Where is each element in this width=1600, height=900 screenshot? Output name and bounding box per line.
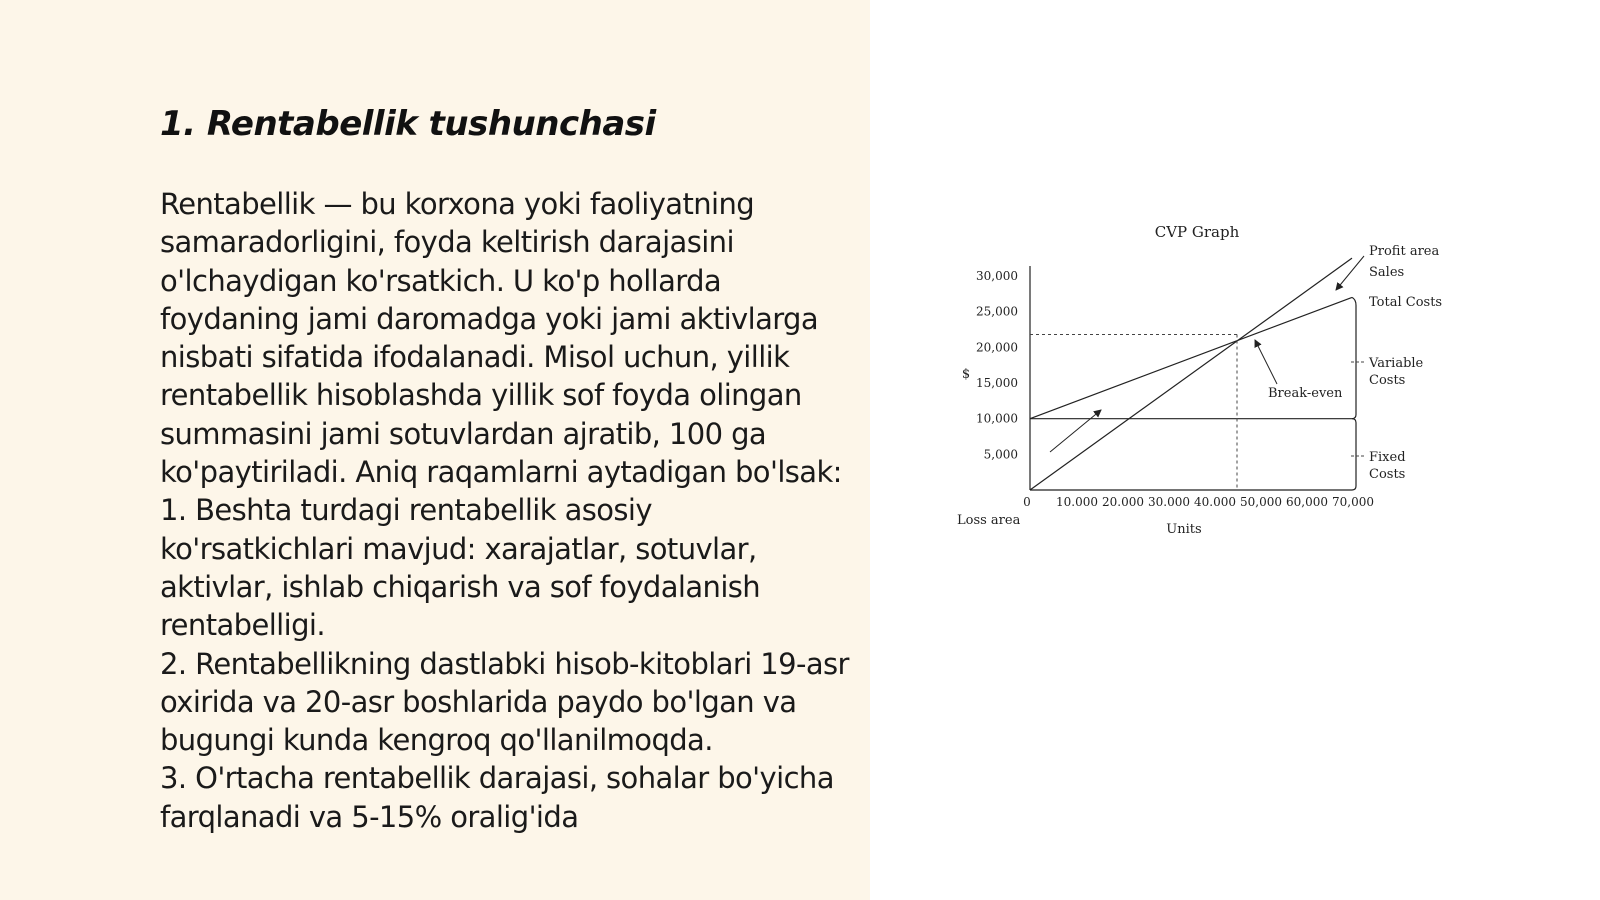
x-tick-label: 50,000	[1240, 495, 1282, 509]
y-tick-label: 5,000	[983, 447, 1018, 462]
chart-title: CVP Graph	[1154, 223, 1240, 241]
total-costs-label: Total Costs	[1369, 295, 1443, 310]
y-tick-label: 10,000	[976, 411, 1018, 426]
chart-guides	[1030, 334, 1237, 490]
slide-title: 1. Rentabellik tushunchasi	[160, 104, 656, 144]
x-axis-label: Units	[1166, 522, 1202, 537]
x-tick-label: 20.000	[1102, 495, 1144, 509]
y-tick-labels	[976, 269, 1018, 461]
body-list-item-1: 1. Beshta turdagi rentabellik asosiy ko'rsatkichlari mavjud: xarajatlar, sotuvlar, aktivlar, ishlab chiqarish va sof foydalanish rentabelligi.	[160, 493, 761, 643]
loss-area-pointer-arrow	[1050, 410, 1101, 452]
x-tick-label: 0	[1023, 495, 1031, 509]
variable-costs-label-line2: Costs	[1369, 373, 1406, 388]
sales-line	[1030, 258, 1352, 490]
fixed-costs-label-line1: Fixed	[1369, 450, 1406, 465]
x-tick-label: 60,000	[1286, 495, 1328, 509]
y-axis-label: $	[961, 367, 971, 382]
x-tick-label: 30.000	[1148, 495, 1190, 509]
x-tick-label: 40.000	[1194, 495, 1236, 509]
loss-area-label: Loss area	[957, 513, 1021, 528]
x-tick-labels	[1023, 495, 1374, 509]
y-tick-label: 30,000	[976, 269, 1018, 283]
body-list-item-2: 2. Rentabellikning dastlabki hisob-kitoblari 19-asr oxirida va 20-asr boshlarida paydo bo'lgan va bugungi kunda kengroq qo'llanilmoqda.	[160, 646, 849, 758]
variable-costs-bracket	[1352, 297, 1356, 418]
sales-pointer-arrow	[1336, 256, 1364, 290]
y-tick-label: 20,000	[976, 340, 1018, 355]
fixed-costs-label-line2: Costs	[1369, 467, 1406, 482]
break-even-label: Break-even	[1268, 386, 1343, 401]
y-tick-label: 15,000	[976, 376, 1018, 390]
y-tick-label: 25,000	[976, 304, 1018, 319]
chart-axes	[1030, 266, 1352, 490]
break-even-pointer-arrow	[1255, 340, 1277, 384]
body-list-item-3: 3. O'rtacha rentabellik darajasi, sohalar bo'yicha farqlanadi va 5-15% oralig'ida	[160, 761, 834, 834]
sales-label: Sales	[1369, 265, 1405, 280]
fixed-costs-bracket	[1352, 419, 1356, 490]
body-paragraph-intro: Rentabellik — bu korxona yoki faoliyatning samaradorligini, foyda keltirish darajasini o'lchaydigan ko'rsatkich. U ko'p hollarda foydaning jami daromadga yoki jami aktivlarga nisbati sifatida ifodalanadi. Misol uchun, yillik rentabellik hisoblashda yillik sof foyda olingan summasini jami sotuvlardan ajratib, 100 ga ko'paytiriladi. Aniq raqamlarni aytadigan bo'lsak:	[160, 187, 842, 490]
chart-series	[1030, 258, 1356, 490]
profit-area-label: Profit area	[1369, 244, 1440, 259]
variable-costs-label-line1: Variable	[1369, 356, 1424, 371]
x-tick-label: 10.000	[1056, 495, 1098, 509]
x-tick-label: 70,000	[1332, 495, 1374, 509]
